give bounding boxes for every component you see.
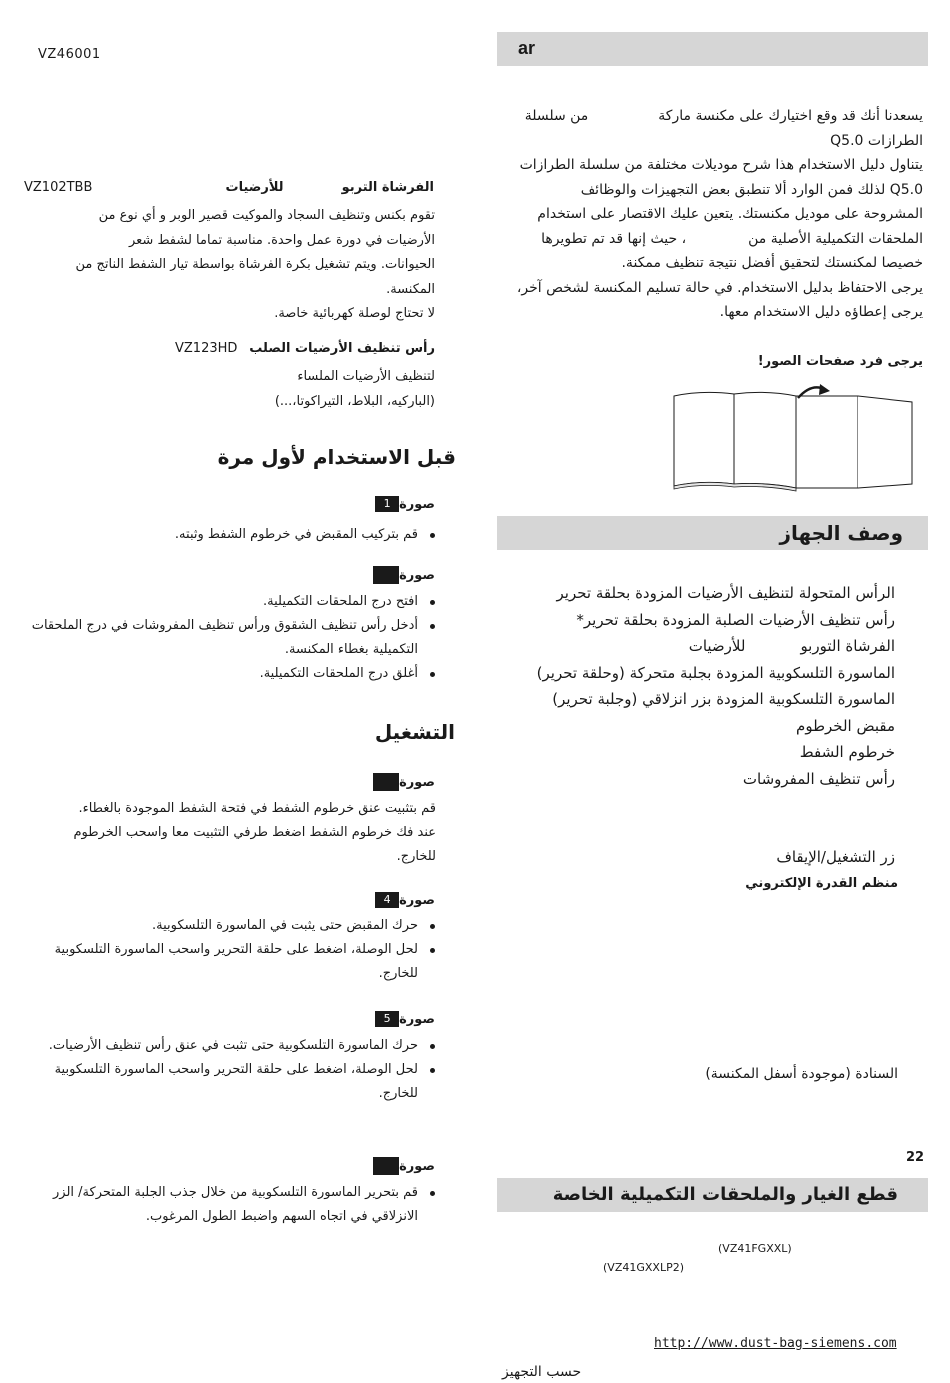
hard-floor-title: رأس تنظيف الأرضيات الصلب [249, 341, 435, 356]
first-use-title: قبل الاستخدام لأول مرة [217, 445, 456, 469]
step-item: لحل الوصلة، اضغط على حلقة التحرير واسحب الماسورة التلسكوبية للخارج. [22, 938, 438, 986]
intro-p1-b: من سلسلة [524, 108, 589, 124]
website-link[interactable]: http://www.dust-bag-siemens.com [654, 1336, 897, 1351]
hard-floor-code: VZ123HD [175, 341, 238, 356]
fig3-l3: للخارج. [396, 849, 436, 864]
figure-word: صورة [399, 775, 435, 790]
figure-word: صورة [399, 497, 435, 512]
hard-floor-text [200, 365, 435, 414]
intro-p2-l5: خصيصا لمكنستك لتحقيق أفضل نتيجة تنظيف ممكنة. [621, 255, 923, 271]
fig6-steps [22, 1181, 438, 1229]
step-item: قم بتركيب المقبض في خرطوم الشفط وثبته. [160, 523, 438, 547]
hard-floor-l2: (الباركيه، البلاط، التيراكوتا،...) [274, 393, 435, 409]
turbo-text-l3: الحيوانات. ويتم تشغيل بكرة الفرشاة بواسطة تيار الشفط الناتج من [75, 257, 435, 272]
intro-paragraph-3 [490, 276, 923, 325]
step-item: حرك الماسورة التلسكوبية حتى تثبت في عنق رأس تنظيف الأرضيات. [22, 1034, 438, 1058]
device-part-item: الماسورة التلسكوبية المزودة بزر انزلاقي (وجلبة تحرير) [552, 690, 895, 708]
device-part-item: خرطوم الشفط [799, 743, 895, 761]
turbo-text-l4: المكنسة. [386, 281, 435, 297]
device-part-item: رأس تنظيف الأرضيات الصلبة المزودة بحلقة تحرير* [576, 610, 895, 629]
language-bar [497, 32, 928, 66]
step-item: افتح درج الملحقات التكميلية. [22, 590, 438, 614]
fig4-steps [22, 914, 438, 986]
figure-number-box [373, 1157, 399, 1175]
figure-label-1 [371, 493, 435, 512]
description-title: وصف الجهاز [779, 521, 903, 545]
intro-p2-l4a: الملحقات التكميلية الأصلية من [748, 230, 923, 247]
device-part-item: الماسورة التلسكوبية المزودة بجلبة متحركة (وحلقة تحرير) [536, 663, 895, 682]
figure-word: صورة [399, 1159, 435, 1174]
device-part-item-turbo [475, 633, 895, 660]
step-item: أدخل رأس تنظيف الشقوق ورأس تنظيف المفروشات في درج الملحقات التكميلية بغطاء المكنسة. [22, 614, 438, 662]
figure-label-6 [369, 1155, 435, 1175]
part-code-2: (VZ41GXXLP2) [603, 1261, 684, 1274]
device-part-item: مقبض الخرطوم [796, 716, 895, 735]
intro-paragraph-2 [490, 153, 923, 276]
figure-word: صورة [399, 893, 435, 908]
figure-label-3 [369, 771, 435, 791]
turbo-brush-text [22, 204, 435, 327]
figure-number-box [373, 773, 399, 791]
intro-p2-l3: المشروحة على موديل مكنستك. يتعين عليك الاقتصار على استخدام [537, 206, 923, 222]
fig5-steps [22, 1034, 438, 1106]
on-off-switch-label: زر التشغيل/الإيقاف [776, 848, 895, 866]
turbo-brush-title-main: الفرشاة التربو [341, 180, 434, 195]
figure-number-box: 4 [375, 892, 399, 908]
intro-p2-l4b: ، حيث إنها قد تم تطويرها [541, 230, 687, 247]
part-code-1: (VZ41FGXXL) [718, 1242, 792, 1255]
step-item: أغلق درج الملحقات التكميلية. [22, 662, 438, 686]
fold-note: يرجى فرد صفحات الصور! [757, 354, 923, 369]
step-item: حرك المقبض حتى يثبت في الماسورة التلسكوبية. [22, 914, 438, 938]
device-parts-list [475, 580, 895, 792]
power-regulator-label: منظم القدرة الإلكتروني [745, 876, 898, 891]
fig1-steps [160, 523, 438, 547]
device-part-item: الرأس المتحولة لتنظيف الأرضيات المزودة بحلقة تحرير [556, 584, 895, 602]
figure-number-box [373, 566, 399, 584]
turbo-prefix: الفرشاة التوربو [800, 637, 895, 655]
fig2-steps [22, 590, 438, 686]
operation-title: التشغيل [374, 720, 455, 744]
parts-title: قطع الغيار والملحقات التكميلية الخاصة [552, 1184, 898, 1205]
fold-out-booklet-icon [672, 384, 922, 492]
figure-number-box: 1 [375, 496, 399, 512]
figure-number-box: 5 [375, 1011, 399, 1027]
step-item: قم بتحرير الماسورة التلسكوبية من خلال جذب الجلبة المتحركة/ الزر الانزلاقي في اتجاه السهم واضبط الطول المرغوب. [22, 1181, 438, 1229]
turbo-text-l5: لا تحتاج لوصلة كهربائية خاصة. [274, 306, 435, 321]
turbo-brush-title [226, 180, 434, 195]
intro-paragraph-1 [490, 104, 923, 153]
turbo-suffix: للأرضيات [688, 637, 746, 655]
fig3-l2: عند فك خرطوم الشفط اضغط طرفي التثبيت معا واسحب الخرطوم [73, 825, 436, 840]
figure-label-2 [369, 564, 435, 584]
intro-p3-l1: يرجى الاحتفاظ بدليل الاستخدام. في حالة تسليم المكنسة لشخص آخر، [516, 279, 923, 296]
hard-floor-l1: لتنظيف الأرضيات الملساء [297, 369, 435, 384]
intro-p1-c: الطرازات Q5.0 [830, 132, 923, 149]
page-number: 22 [906, 1150, 925, 1165]
intro-p2-l2: Q5.0 لذلك فمن الوارد ألا تنطبق بعض التجهيزات والوظائف [580, 181, 923, 198]
by-device-note: حسب التجهيز [502, 1364, 582, 1380]
language-code: ar [518, 38, 536, 58]
fig3-l1: قم بتثبيت عنق خرطوم الشفط في فتحة الشفط الموجودة بالغطاء. [78, 801, 436, 816]
filter-label: السنادة (موجودة أسفل المكنسة) [705, 1066, 898, 1082]
figure-word: صورة [399, 568, 435, 583]
intro-text [490, 104, 923, 325]
model-code: VZ46001 [38, 47, 101, 62]
figure-label-5 [371, 1008, 435, 1027]
intro-p3-l2: يرجى إعطاؤه دليل الاستخدام معها. [719, 304, 923, 320]
device-part-item: رأس تنظيف المفروشات [742, 769, 895, 788]
fig3-text [22, 797, 436, 869]
turbo-brush-title-suffix: للأرضيات [225, 180, 284, 195]
turbo-brush-code: VZ102TBB [24, 180, 93, 195]
turbo-text-l1: تقوم بكنس وتنظيف السجاد والموكيت قصير الوبر و أي نوع من [98, 208, 435, 223]
step-item: لحل الوصلة، اضغط على حلقة التحرير واسحب الماسورة التلسكوبية للخارج. [22, 1058, 438, 1106]
figure-word: صورة [399, 1012, 435, 1027]
intro-p1-a: يسعدنا أنك قد وقع اختيارك على مكنسة ماركة [658, 108, 923, 124]
turbo-text-l2: الأرضيات في دورة عمل واحدة. مناسبة تماما لشفط شعر [128, 232, 435, 248]
intro-p2-l1: يتناول دليل الاستخدام هذا شرح موديلات مختلفة من سلسلة الطرازات [519, 157, 923, 173]
figure-label-4 [371, 889, 435, 908]
